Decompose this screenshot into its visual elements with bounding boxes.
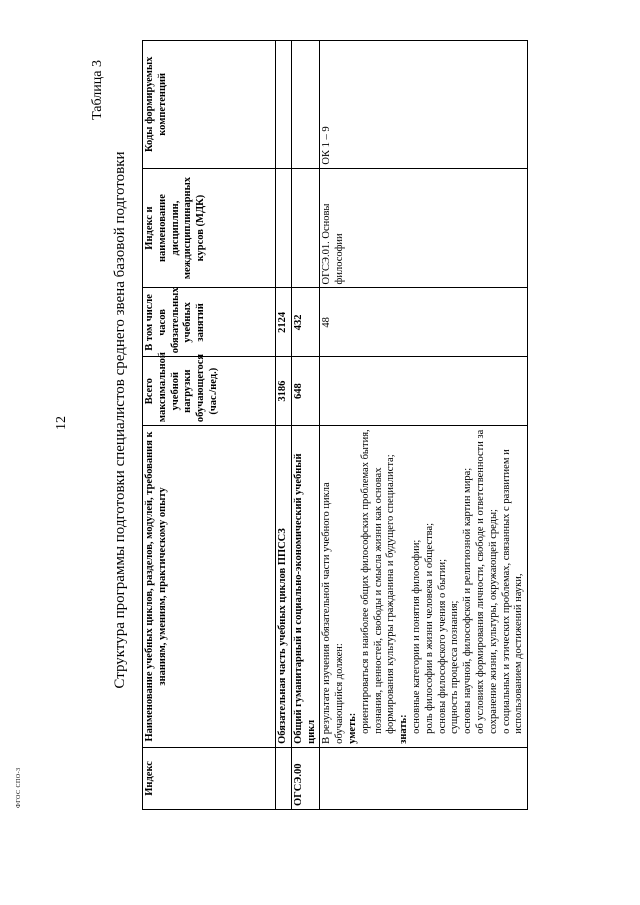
header-index: Индекс [143, 747, 276, 809]
cell-name: Обязательная часть учебных циклов ППССЗ [276, 426, 292, 748]
table-label: Таблица 3 [90, 60, 105, 120]
cell-index [320, 747, 528, 809]
knowledge-label: знать: [398, 714, 410, 744]
table-row [320, 41, 528, 810]
header-disciplines: Индекс и наименование дисциплин, междисциплинарных курсов (МДК) [143, 168, 276, 288]
requirements-intro: В результате изучения обязательной части учебного цикла обучающийся должен: [321, 482, 346, 744]
cell-req: 2124 [276, 288, 292, 357]
knowledge-item: роль философии в жизни человека и общества; [423, 522, 435, 734]
cell-disc [276, 168, 292, 288]
cell-comp [276, 41, 292, 169]
cell-disc: ОГСЭ.01. Основы философии [320, 168, 528, 288]
table-row [276, 41, 292, 810]
program-structure-table [142, 40, 528, 810]
header-max-load: Всего максимальной учебной нагрузки обучающегося (час./нед.) [143, 357, 276, 426]
skills-label: уметь: [346, 712, 358, 744]
cell-disc [291, 168, 320, 288]
rotated-page [50, 30, 610, 810]
cell-comp [291, 41, 320, 169]
document-title: Структура программы подготовки специалистов среднего звена базовой подготовки [112, 151, 128, 689]
cell-index: ОГСЭ.00 [291, 747, 320, 809]
skills-text: ориентироваться в наиболее общих философских проблемах бытия, познания, ценностей, свободы и смысла жизни как основах формирования культуры гражданина и будущего специалиста; [359, 429, 397, 734]
footer-code: ФГОС СПО-3 [16, 767, 22, 808]
header-competencies: Коды формируемых компетенций [143, 41, 276, 169]
table-header-row [143, 41, 276, 810]
cell-max: 648 [291, 357, 320, 426]
cell-max: 3186 [276, 357, 292, 426]
cell-req: 48 [320, 288, 528, 357]
cell-req: 432 [291, 288, 320, 357]
knowledge-item: основы философского учения о бытии; [436, 558, 448, 734]
cell-requirements [320, 426, 528, 748]
knowledge-item: основные категории и понятия философии; [410, 539, 422, 734]
header-required-hours: В том числе часов обязательных учебных занятий [143, 288, 276, 357]
cell-comp: ОК 1 – 9 [320, 41, 528, 169]
table-row [291, 41, 320, 810]
cell-name: Общий гуманитарный и социально-экономический учебный цикл [291, 426, 320, 748]
cell-max [320, 357, 528, 426]
cell-index [276, 747, 292, 809]
page-number: 12 [54, 416, 69, 430]
header-name: Наименование учебных циклов, разделов, модулей, требования к знаниям, умениям, практическому опыту [143, 426, 276, 748]
knowledge-item: сущность процесса познания; [449, 600, 461, 734]
knowledge-item: основы научной, философской и религиозной картин мира; [462, 467, 474, 734]
knowledge-item: о социальных и этических проблемах, связанных с развитием и использованием достижений науки, [500, 449, 525, 734]
knowledge-item: об условиях формирования личности, свободе и ответственности за сохранение жизни, культуры, окружающей среды; [474, 429, 499, 734]
